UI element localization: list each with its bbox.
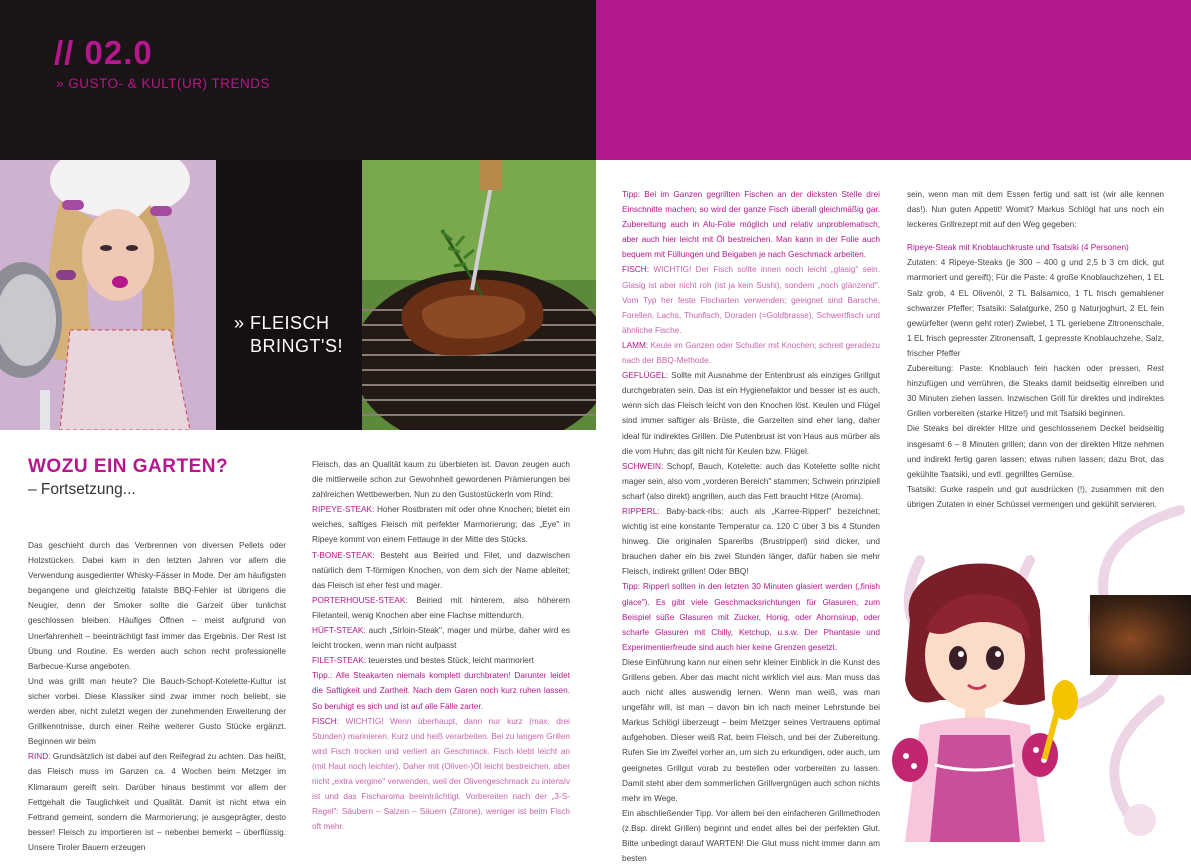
term-label: RIPEYE-STEAK: bbox=[312, 505, 375, 515]
photo-grilled-meat bbox=[1090, 595, 1191, 675]
text-column-1 bbox=[28, 538, 286, 855]
paragraph: Und was grillt man heute? Die Bauch-Schopf-Kotelette-Kultur ist sicher vorbei. Diese Klassiker sind zwar immer noch beliebt, sie werden aber, nicht zuletzt wegen der zunehmenden Erweiterung der Grillkenntnisse, durch einer Reihe weiterer Gusto Stücke ergänzt. Beginnen wir beim bbox=[28, 676, 286, 747]
paragraph: Ein abschließender Tipp. Vor allem bei den einfacheren Grillmethoden (z.Bsp. direkt Grillen) beginnt und endet alles bei der perfekten Glut. Bitte unbedingt darauf WARTEN! Die Glut muss nicht immer dann am besten bbox=[622, 808, 880, 864]
section-title: » GUSTO- & KULT(UR) TRENDS bbox=[56, 76, 271, 91]
term-label: RIND: bbox=[28, 752, 51, 762]
paragraph: FISCH: WICHTIG! Der Fisch sollte innen noch leicht „glasig" sein. Glasig ist aber nicht roh (ist ja kein Sushi), sondern „noch glänzend". Vom Typ her feste Fischarten verwenden; geeignet sind Barsche, Forellen, Lachs, Thunfisch, Doraden (=Goldbrasse), Schwertfisch und ähnliche Fische. bbox=[622, 265, 880, 335]
paragraph: SCHWEIN: Schopf, Bauch, Kotelette: auch das Kotelette sollte nicht mager sein, also vom „vorderen Bereich" stammen; Schwein prinzipiell scharf (also direkt) angrillen, auch das Fett braucht Hitze (Aroma). bbox=[622, 461, 880, 501]
tip-paragraph: Tipp: Ripperl sollten in den letzten 30 Minuten glasiert werden („finish glace"). Es gibt viele Geschmacksrichtungen für Glasuren, zum Beispiel süße Glasuren mit Zucker, Honig, oder Ahornsirup, oder scharfe Glasuren mit Chilly, Ketchup, u.s.w. Der Phantasie und Experimentierfreude sind auch hier keine Grenzen gesetzt. bbox=[622, 582, 880, 652]
recipe-tsatsiki: Tsatsiki: Gurke raspeln und gut ausdrücken (!), zusammen mit den übrigen Zutaten in einer Schüssel vermengen und gekühlt servieren. bbox=[907, 484, 1164, 509]
term-label: LAMM: bbox=[622, 340, 649, 350]
tagline bbox=[234, 312, 343, 358]
recipe-grilling: Die Steaks bei direkter Hitze und geschlossenem Deckel beidseitig insgesamt 6 – 8 Minuten grillen; dann von der direkten Hitze nehmen und indirekt fertig garen lassen; etwas ruhen lassen; dazu Brot, das gekühlte Tsatsiki, und evtl. gegrilltes Gemüse. bbox=[907, 424, 1164, 479]
paragraph: FISCH: WICHTIG! Wenn überhaupt, dann nur kurz (max. drei Stunden) marinieren. Kurz und heiß verarbeiten. Bei zu langem Grillen wird Fisch trocken und verliert an Geschmack. Fisch klebt leicht an (mit Haut noch leichter). Daher mit (Oliven-)Öl leicht bestreichen, aber nicht „extra vergine" verwenden, weil der Olivengeschmack zu intensiv ist und das Fischaroma beeinträchtigt. Vorbereiten nach der „3-S-Regel": Säubern – Salzen – Säuern (Zitrone), weniger ist beim Fisch oft mehr. bbox=[312, 716, 570, 832]
term-label: FILET-STEAK: bbox=[312, 656, 367, 666]
article-headline: WOZU EIN GARTEN? bbox=[28, 456, 229, 477]
photo-woman-with-pan bbox=[0, 160, 216, 430]
paragraph: HÜFT-STEAK: auch „Sirloin-Steak", mager und mürbe, daher wird es leicht trocken, wenn man nicht aufpasst bbox=[312, 626, 570, 651]
paragraph: PORTERHOUSE-STEAK: Beiried mit hinterem, also höherem Filetanteil, wenig Knochen aber eine Flachse mittendurch. bbox=[312, 595, 570, 620]
paragraph: LAMM: Keule im Ganzen oder Schulter mit Knochen; schreit geradezu nach der BBQ-Methode. bbox=[622, 340, 880, 366]
cartoon-chef-woman-illustration bbox=[880, 560, 1100, 842]
paragraph: RIND: Grundsätzlich ist dabei auf den Reifegrad zu achten. Das heißt, das Fleisch muss im Ganzen ca. 4 Wochen beim Metzger im Klimaraum gereift sein. Darüber hinaus bestimmt vor allem der Fettgehalt die Tauglichkeit und Qualität. Damit ist nicht etwa ein Fettrand gemeint, sondern die Marmorierung; je ausgeprägter, desto besser! Fleisch zu importieren ist – nebenbei bemerkt – überflüssig. Unsere Tiroler Bauern erzeugen bbox=[28, 752, 286, 852]
term-label: SCHWEIN: bbox=[622, 461, 664, 471]
text-column-2 bbox=[312, 457, 570, 834]
tip-paragraph: Tipp: Bei im Ganzen gegrillten Fischen an der dicksten Stelle drei Einschnitte machen; so wird der ganze Fisch überall gleichmäßig gar. Zubereitung auch in Alu-Folie möglich und relativ unproblematisch, aber auch hier leicht mit Öl bestreichen. Man kann in der Folie auch bequem mit Füllungen und Beigaben je nach Geschmack arbeiten. bbox=[622, 190, 880, 260]
tip-paragraph: Tipp.: Alle Steakarten niemals komplett durchbraten! Darunter leidet die Saftigkeit und Zartheit. Nach dem Garen noch kurz ruhen lassen. So beruhigt es sich und ist auf alle Fälle zarter. bbox=[312, 671, 570, 711]
term-label: GEFLÜGEL: bbox=[622, 371, 669, 381]
paragraph: T-BONE-STEAK: Besteht aus Beiried und Filet, und dazwischen natürlich dem T-förmigen Knochen, von dem sich der Name ableitet; das Fleisch ist eher fest und mager. bbox=[312, 550, 570, 590]
paragraph: Das geschieht durch das Verbrennen von diversen Pellets oder Holzstücken. Dabei kam in den letzten Jahren vor allem die Verwendung ausgedienter Whisky-Fässer in Mode. Der am häufigsten begangene und gleichzeitig fatalste BBQ-Fehler ist übrigens die Neugier, denn der Smoker sollte die Garzeit über tunlichst geschlossen bleiben. Häufiges Öffnen – meist aufgrund von Unerfahrenheit – beeinträchtigt fast immer das Ergebnis. Der Rest ist Übung und Routine. Es werden auch schon recht professionelle Barbecue-Kurse angeboten. bbox=[28, 541, 286, 671]
paragraph: sein, wenn man mit dem Essen fertig und satt ist (wir alle kennen das!). Nun guten Appetit! Womit? Markus Schlögl hat uns noch ein leckeres Grillrezept mit auf den Weg gegeben: bbox=[907, 190, 1164, 230]
paragraph: RIPPERL: Baby-back-ribs: auch als „Karree-Ripperl" bezeichnet; wichtig ist eine konstante Temperatur ca. 120 C über 3 bis 4 Stunden hinweg. Die originalen Spareribs (Brustripperl) sind dicker, und brauchen daher ein bis zwei Stunden länger, dafür haben sie mehr Fleisch, indirekt grillen! Oder BBQ! bbox=[622, 506, 880, 577]
article-subheadline: – Fortsetzung... bbox=[28, 481, 136, 498]
paragraph: FILET-STEAK: teuerstes und bestes Stück, leicht marmoriert bbox=[312, 656, 534, 666]
recipe-title: Ripeye-Steak mit Knoblauchkruste und Tsatsiki (4 Personen) bbox=[907, 243, 1129, 253]
term-label: T-BONE-STEAK: bbox=[312, 550, 375, 560]
tagline-line-1: » FLEISCH bbox=[234, 313, 330, 333]
paragraph: GEFLÜGEL: Sollte mit Ausnahme der Entenbrust als einziges Grillgut durchgebraten sein. Das ist ein Hygienefaktor und besser ist es auch, wenn sich das Fleisch leicht von den Knochen löst. Keulen und Flügel sind immer saftiger als Brüste, die Garzeiten sind eher lang, daher ideal für indirektes Grillen. Die Putenbrust ist von Haus aus mürber als die vom Huhn; das gilt nicht für Keulen bzw. Flügel. bbox=[622, 371, 880, 456]
term-label: FISCH: bbox=[622, 265, 650, 275]
paragraph: Fleisch, das an Qualität kaum zu überbieten ist. Davon zeugen auch die mittlerweile schon zur Gewohnheit gewordenen Prämierungen bei zahlreichen Wettbewerben. Nun zu den Gustostückerln vom Rind: bbox=[312, 460, 570, 500]
term-label: HÜFT-STEAK: bbox=[312, 626, 366, 636]
photo-steak-on-grill bbox=[362, 160, 596, 430]
term-label: RIPPERL: bbox=[622, 506, 660, 516]
tagline-line-2: BRINGT'S! bbox=[250, 336, 343, 356]
recipe-ingredients: Zutaten: 4 Ripeye-Steaks (je 300 – 400 g und 2,5 b 3 cm dick, gut marmoriert und gereift); Für die Paste: 4 große Knoblauchzehen, 1 EL Salz grob, 4 EL Olivenöl, 2 TL Balsamico, 1 TL frisch gemahlener schwarzer Pfeffer; Tsatsiki: Salatgurke, 250 g Naturjoghurt, 2 EL fein gewürfelter (wenn geht roter) Zwiebel, 1 TL geriebene Zitronenschale, 1 EL frisch gepresster Zitronensaft, 1 gepresste Knoblauchzehe, Salz, frischer Pfeffer bbox=[907, 258, 1164, 358]
paragraph: RIPEYE-STEAK: Hoher Rostbraten mit oder ohne Knochen; bietet ein weiches, saftiges Fleisch mit perfekter Marmorierung; das „Eye" in Ripeye kommt von einem Fettauge in der Mitte des Stücks. bbox=[312, 505, 570, 545]
issue-number: // 02.0 bbox=[54, 34, 153, 71]
paragraph: Diese Einführung kann nur einen sehr kleiner Einblick in die Kunst des Grillens geben. Aber das macht nicht wirklich viel aus. Man muss das auch nicht alles auswendig lernen. Wenn man weiß, was man ungefähr will, ist man – davon bin ich nach meiner Lehrstunde bei Markus Schlögl überzeugt – beim Metzger seines Vertrauens optimal aufgehoben. Dieser weiß Rat, beim Fleisch, und bei der Zubereitung. Rufen Sie im Zweifel vorher an, um sich zu erkundigen, oder auch, um geeignetes Grillgut vorab zu bestellen oder vorbereiten zu lassen. Damit steht aber dem sommerlichen Grillvergnügen auch schon nichts mehr im Wege. bbox=[622, 657, 880, 803]
text-column-3 bbox=[622, 187, 880, 866]
term-label: PORTERHOUSE-STEAK: bbox=[312, 595, 408, 605]
term-label: FISCH: bbox=[312, 716, 340, 726]
tagline-panel bbox=[216, 160, 362, 430]
text-column-4 bbox=[907, 187, 1164, 512]
recipe-preparation: Zubereitung: Paste: Knoblauch fein hacken oder pressen, Rest hinzufügen und verrühren, die Steaks damit beidseitig einreiben und 30 Minuten ziehen lassen. Inzwischen Grill für direktes und indirektes Grillen vorbereiten (starke Hitze!) und mit Tsatsiki beginnen. bbox=[907, 364, 1164, 419]
header-band-magenta bbox=[596, 0, 1191, 160]
